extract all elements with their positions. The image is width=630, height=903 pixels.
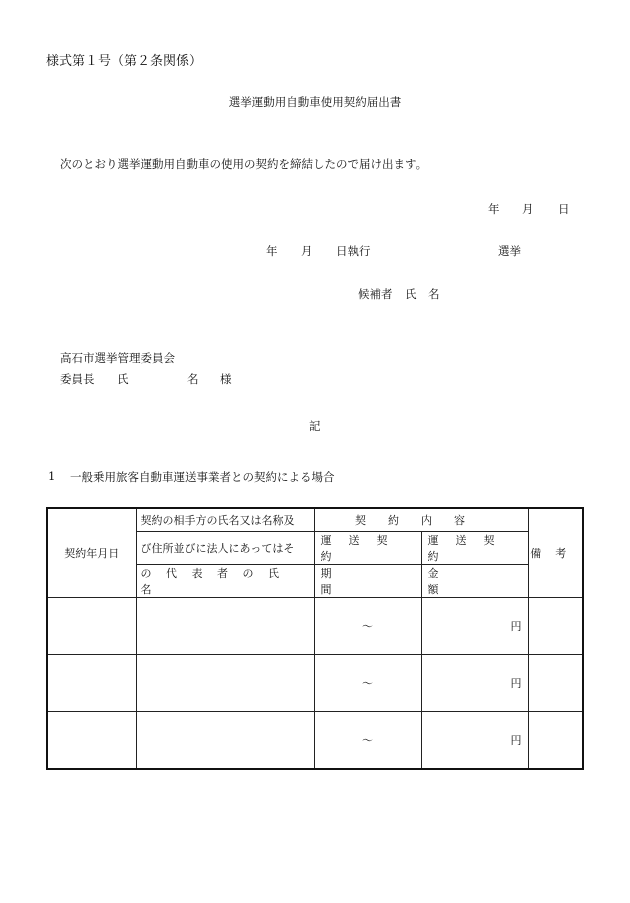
committee-shi: 氏: [117, 372, 129, 386]
header-period-line-2: 期間: [314, 565, 421, 598]
date-day: 日: [558, 202, 570, 216]
election-label: 選挙: [498, 244, 521, 258]
header-amount-line-2: 金額: [421, 565, 528, 598]
row3-date: [47, 712, 136, 770]
row2-amount: 円: [421, 655, 528, 712]
date-month: 月: [522, 202, 534, 216]
candidate-label: 候補者: [358, 287, 393, 301]
committee-chair: 委員長: [60, 372, 95, 386]
row1-party: [136, 598, 314, 655]
row3-period: ～: [314, 712, 421, 770]
contract-table: [46, 507, 584, 770]
committee-name: 高石市選挙管理委員会: [60, 351, 175, 365]
intro-text: 次のとおり選挙運動用自動車の使用の契約を締結したので届け出ます。: [60, 157, 428, 171]
row3-remarks: [528, 712, 583, 770]
ki-label: 記: [309, 419, 321, 433]
header-contract-content: 契約内容: [314, 508, 528, 532]
row2-remarks: [528, 655, 583, 712]
committee-sama: 様: [220, 372, 232, 386]
row3-amount: 円: [421, 712, 528, 770]
row1-remarks: [528, 598, 583, 655]
row2-party: [136, 655, 314, 712]
row2-date: [47, 655, 136, 712]
committee-mei: 名: [187, 372, 199, 386]
date-year: 年: [488, 202, 500, 216]
candidate-mei: 名: [428, 287, 440, 301]
header-party-line-1: 契約の相手方の氏名又は名称及: [136, 508, 314, 532]
form-number: 様式第１号（第２条関係）: [46, 54, 203, 69]
header-party-line-2: び住所並びに法人にあってはそ: [136, 532, 314, 565]
row2-period: ～: [314, 655, 421, 712]
election-month: 月: [301, 244, 313, 258]
candidate-shi: 氏: [405, 287, 417, 301]
header-remarks: 備考: [528, 508, 583, 598]
document-title: 選挙運動用自動車使用契約届出書: [228, 95, 402, 109]
row3-party: [136, 712, 314, 770]
election-day-exec: 日執行: [336, 244, 371, 258]
section-number: 1: [48, 469, 56, 483]
header-contract-date: 契約年月日: [47, 508, 136, 598]
row1-date: [47, 598, 136, 655]
row1-period: ～: [314, 598, 421, 655]
row1-amount: 円: [421, 598, 528, 655]
header-period-line-1: 運送契約: [314, 532, 421, 565]
election-year: 年: [266, 244, 278, 258]
header-party-line-3: の代表者の氏名: [136, 565, 314, 598]
header-amount-line-1: 運送契約: [421, 532, 528, 565]
section-title: 一般乗用旅客自動車運送事業者との契約による場合: [70, 470, 335, 484]
